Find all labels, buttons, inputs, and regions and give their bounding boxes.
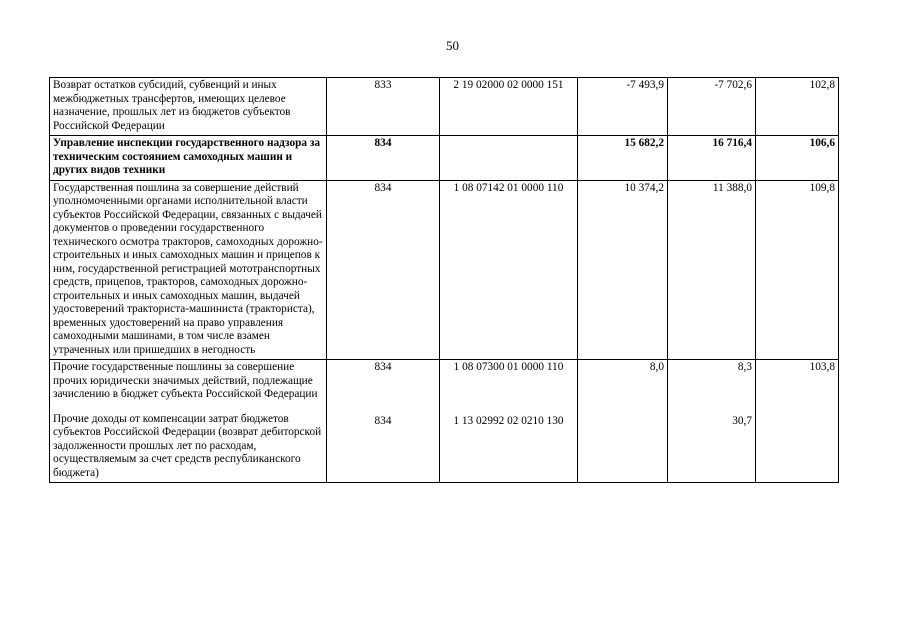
value-cell: 10 374,2	[578, 180, 668, 360]
kbk-cell	[440, 360, 578, 483]
value-cell	[668, 360, 756, 483]
admin-code-cell: 834	[327, 180, 440, 360]
kbk-cell	[440, 136, 578, 181]
admin-code-cell: 834	[327, 136, 440, 181]
row-name-cell	[50, 360, 327, 483]
value-cell: 8,0	[578, 360, 668, 483]
row-name: Государственная пошлина за совершение действий уполномоченными органами исполнительной власти субъектов Российской Федерации, связанных с выдачей документов о проведении государственного технического осмотра тракторов, самоходных дорожно-строительных и иных самоходных машин и прицепов к ним, государственной регистрацией мототранспортных средств, прицепов, тракторов, самоходных дорожно-строительных и иных самоходных машин, выдачей удостоверений тракториста-машиниста (тракториста), временных удостоверений на право управления самоходными машинами, в том числе взамен утраченных или пришедших в негодность	[50, 180, 327, 360]
sub-kbk: 1 13 02992 02 0210 130	[453, 414, 564, 427]
percent-cell: 109,8	[756, 180, 839, 360]
revenue-table	[49, 77, 839, 483]
percent-cell: 103,8	[756, 360, 839, 483]
row-name: Возврат остатков субсидий, субвенций и иных межбюджетных трансфертов, имеющих целевое назначение, прошлых лет из бюджетов субъектов Российской Федерации	[50, 78, 327, 136]
kbk-cell: 2 19 02000 02 0000 151	[440, 78, 578, 136]
value-cell: 16 716,4	[668, 136, 756, 181]
sub-value: 30,7	[732, 414, 752, 427]
admin-code-cell: 833	[327, 78, 440, 136]
value-cell: -7 702,6	[668, 78, 756, 136]
percent-cell: 106,6	[756, 136, 839, 181]
row-name: Прочие государственные пошлины за совершение прочих юридически значимых действий, подлежащие зачислению в бюджет субъекта Российской Федерации	[53, 361, 318, 400]
page-number: 50	[446, 38, 459, 53]
value-cell: 15 682,2	[578, 136, 668, 181]
kbk: 1 08 07300 01 0000 110	[453, 361, 564, 373]
table-row-header-agency	[50, 136, 839, 181]
admin-code: 834	[374, 361, 392, 373]
table-row	[50, 360, 839, 483]
value-cell: -7 493,9	[578, 78, 668, 136]
sub-row-name: Прочие доходы от компенсации затрат бюджетов субъектов Российской Федерации (возврат дебиторской задолженности прошлых лет по расходам, осуществляемым за счет средств республиканского бюджета)	[53, 412, 322, 479]
kbk-cell: 1 08 07142 01 0000 110	[440, 180, 578, 360]
value: 8,3	[737, 361, 752, 373]
table-row	[50, 78, 839, 136]
sub-admin-code: 834	[374, 414, 392, 427]
row-name: Управление инспекции государственного надзора за техническим состоянием самоходных машин и других видов техники	[50, 136, 327, 181]
admin-code-cell	[327, 360, 440, 483]
table-row	[50, 180, 839, 360]
value-cell: 11 388,0	[668, 180, 756, 360]
percent-cell: 102,8	[756, 78, 839, 136]
